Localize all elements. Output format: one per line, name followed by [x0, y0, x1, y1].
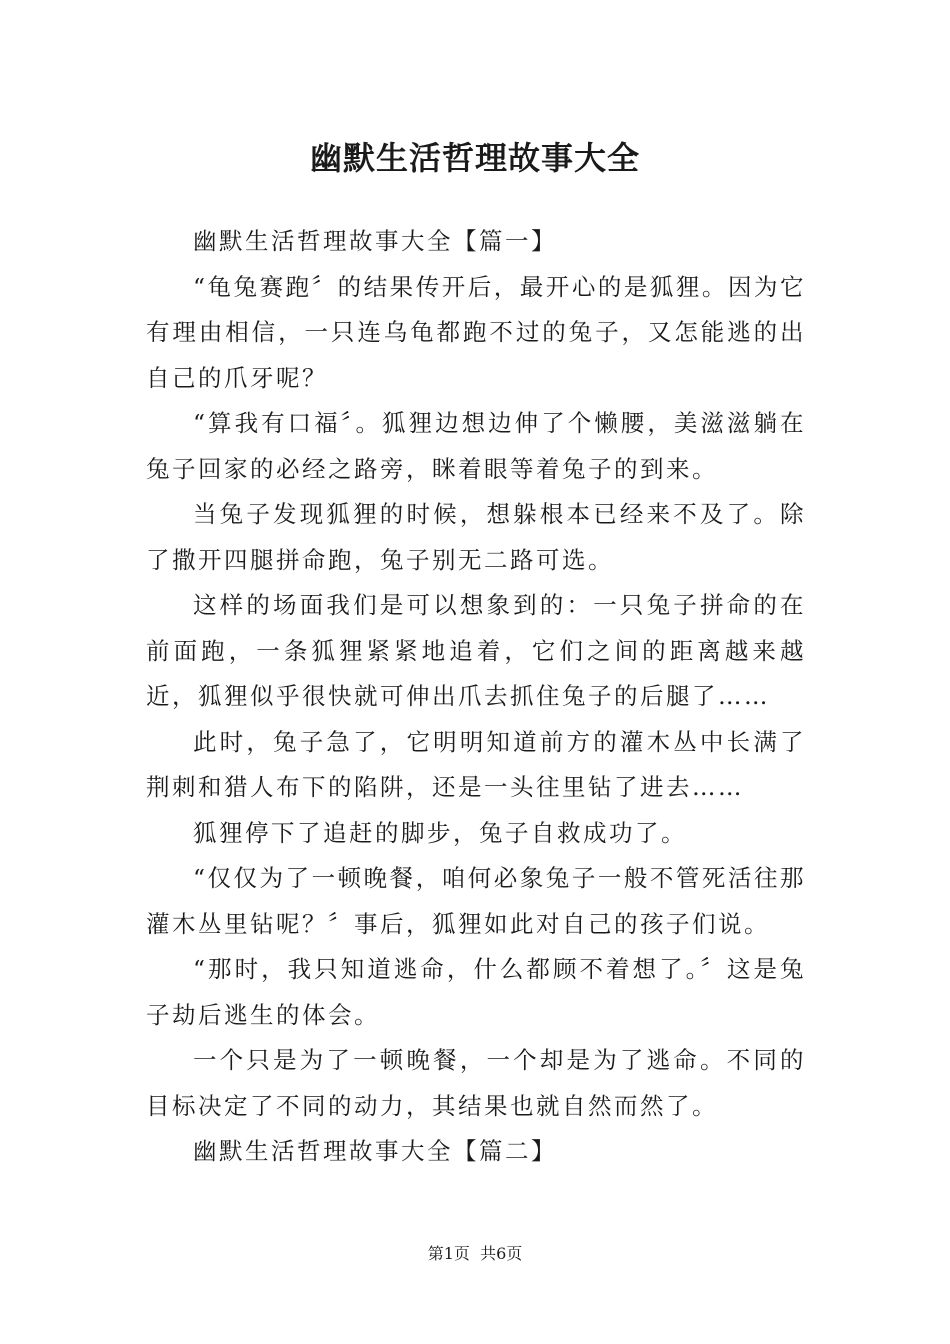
paragraph: “算我有口福〞。狐狸边想边伸了个懒腰，美滋滋躺在兔子回家的必经之路旁，眯着眼等着兔子的到来。: [146, 409, 806, 483]
section-heading: 幽默生活哲理故事大全【篇一】: [193, 227, 557, 255]
page-number: 第1页 共6页: [427, 1244, 523, 1263]
section-heading: 幽默生活哲理故事大全【篇二】: [193, 1137, 557, 1165]
paragraph: 狐狸停下了追赶的脚步，兔子自救成功了。: [193, 818, 687, 847]
page-footer: [0, 1242, 950, 1266]
paragraph: 这样的场面我们是可以想象到的：一只兔子拼命的在前面跑，一条狐狸紧紧地追着，它们之间的距离越来越近，狐狸似乎很快就可伸出爪去抓住兔子的后腿了……: [146, 591, 806, 710]
paragraph: 当兔子发现狐狸的时候，想躲根本已经来不及了。除了撒开四腿拼命跑，兔子别无二路可选。: [146, 500, 806, 574]
paragraph: “龟兔赛跑〞的结果传开后，最开心的是狐狸。因为它有理由相信，一只连乌龟都跑不过的兔子，又怎能逃的出自己的爪牙呢？: [146, 272, 806, 392]
paragraph: 一个只是为了一顿晚餐，一个却是为了逃命。不同的目标决定了不同的动力，其结果也就自然而然了。: [146, 1046, 806, 1120]
document-body: [146, 219, 806, 1175]
paragraph: 此时，兔子急了，它明明知道前方的灌木丛中长满了荆刺和猎人布下的陷阱，还是一头往里钻了进去……: [146, 727, 806, 801]
paragraph: “仅仅为了一顿晚餐，咱何必象兔子一般不管死活往那灌木丛里钻呢？〞事后，狐狸如此对自己的孩子们说。: [146, 864, 806, 938]
paragraph: “那时，我只知道逃命，什么都顾不着想了。〞这是兔子劫后逃生的体会。: [146, 955, 806, 1029]
document-title: 幽默生活哲理故事大全: [309, 139, 640, 177]
